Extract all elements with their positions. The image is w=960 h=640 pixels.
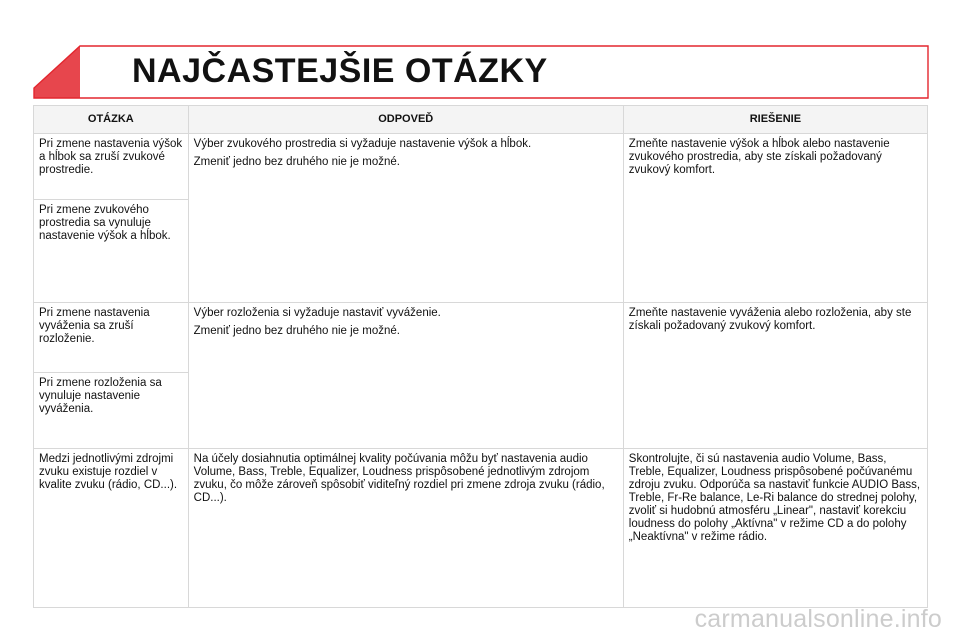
answer-text: Výber zvukového prostredia si vyžaduje nastavenie výšok a hĺbok. (193, 138, 532, 150)
table-header-row (34, 106, 928, 134)
answer-text: Výber rozloženia si vyžaduje nastaviť vyváženie. (193, 307, 441, 319)
header-answer: ODPOVEĎ (188, 106, 623, 134)
answer-text: Zmeniť jedno bez druhého nie je možné. (193, 156, 400, 168)
header-solution: RIEŠENIE (623, 106, 927, 134)
watermark-text: carmanualsonline.info (694, 605, 942, 633)
table-row (34, 134, 928, 303)
question-text: Pri zmene nastavenia výšok a hĺbok sa zruší zvukové prostredie. (34, 134, 188, 200)
solution-cell: Zmeňte nastavenie vyváženia alebo rozloženia, aby ste získali požadovaný zvukový komfort. (623, 303, 927, 449)
header-question: OTÁZKA (34, 106, 189, 134)
answer-text: Zmeniť jedno bez druhého nie je možné. (193, 325, 400, 337)
answer-cell (188, 134, 623, 303)
question-text: Pri zmene rozloženia sa vynuluje nastavenie vyváženia. (39, 377, 162, 415)
question-text: Pri zmene nastavenia vyváženia sa zruší rozloženie. (34, 303, 188, 373)
header-banner (0, 0, 960, 110)
faq-table (33, 105, 928, 608)
question-cell (34, 134, 189, 303)
table-row (34, 303, 928, 449)
answer-cell (188, 303, 623, 449)
answer-text: Na účely dosiahnutia optimálnej kvality počúvania môžu byť nastavenia audio Volume, Bass, Treble, Equalizer, Loudness prispôsobené jednotlivým zdrojom zvuku, čo môže zároveň spôsobiť viditeľný rozdiel pri zmene zdroja zvuku (rádio, CD...). (193, 453, 605, 504)
question-cell (34, 303, 189, 449)
question-cell: Medzi jednotlivými zdrojmi zvuku existuje rozdiel v kvalite zvuku (rádio, CD...). (34, 449, 189, 608)
answer-cell (188, 449, 623, 608)
solution-cell: Zmeňte nastavenie výšok a hĺbok alebo nastavenie zvukového prostredia, aby ste získali požadovaný zvukový komfort. (623, 134, 927, 303)
question-text: Pri zmene zvukového prostredia sa vynuluje nastavenie výšok a hĺbok. (39, 204, 171, 242)
page-title: NAJČASTEJŠIE OTÁZKY (132, 52, 548, 90)
table-row (34, 449, 928, 608)
solution-cell: Skontrolujte, či sú nastavenia audio Volume, Bass, Treble, Equalizer, Loudness prispôsobené počúvanému zdroju zvuku. Odporúča sa nastaviť funkcie AUDIO Bass, Treble, Fr-Re balance, Le-Ri balance do strednej polohy, zvoliť si hudobnú atmosféru „Linear", nastaviť korekciu loudness do polohy „Aktívna" v režime CD a do polohy „Neaktívna" v režime rádio. (623, 449, 927, 608)
